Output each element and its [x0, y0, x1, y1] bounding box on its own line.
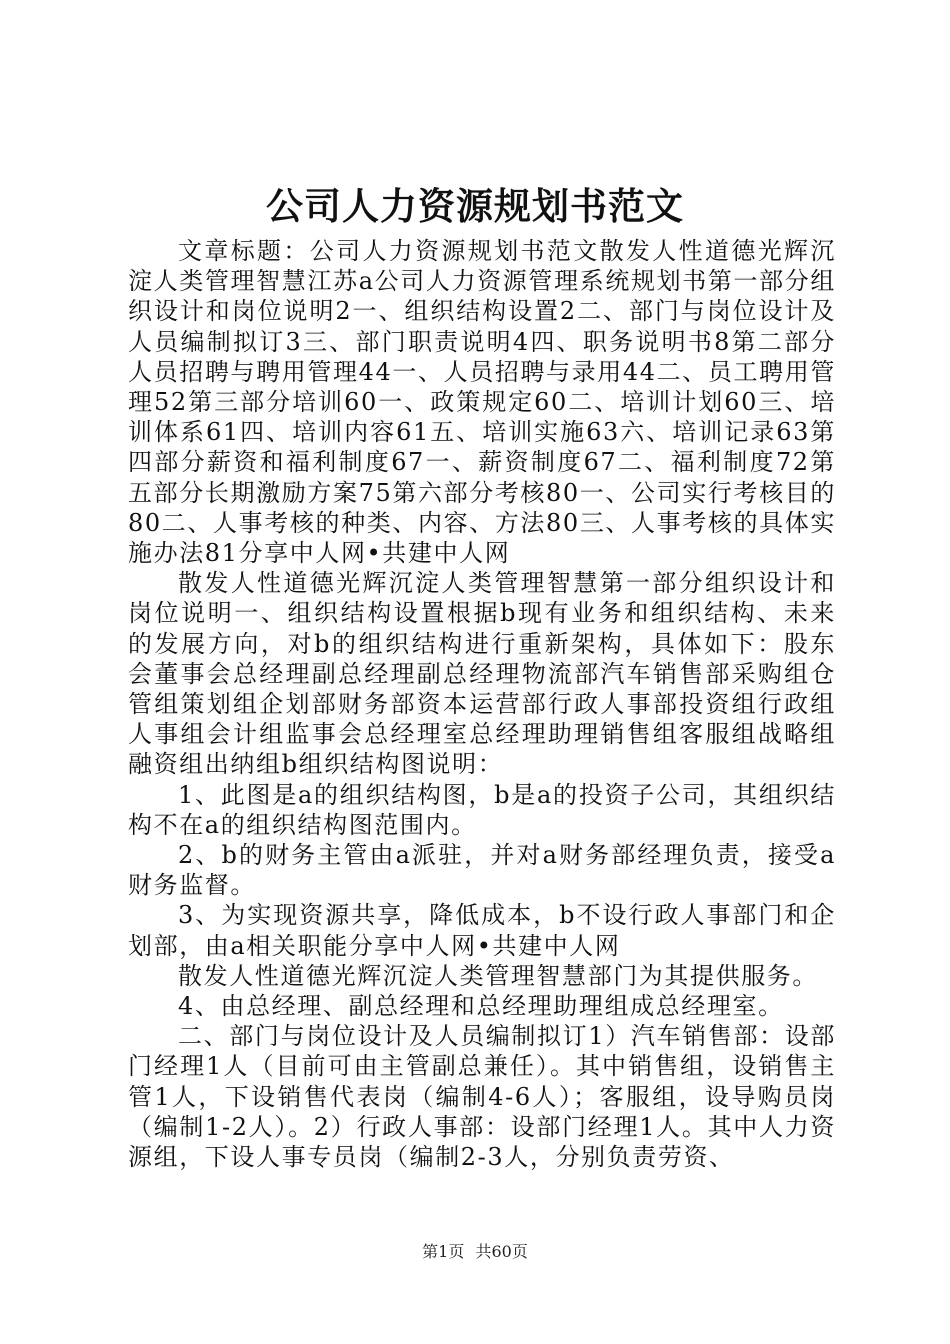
page-total: 共60页: [475, 1242, 528, 1261]
page-number: 第1页: [422, 1242, 465, 1261]
document-body: [128, 236, 836, 1172]
paragraph-department-design: 二、部门与岗位设计及人员编制拟订1）汽车销售部：设部门经理1人（目前可由主管副总兼任）。其中销售组，设销售主管1人，下设销售代表岗（编制4-6人）；客服组，设导购员岗（编制1-2人）。2）行政人事部：设部门经理1人。其中人力资源组，下设人事专员岗（编制2-3人，分别负责劳资、: [128, 1022, 836, 1172]
paragraph-note-3-continued: 散发人性道德光辉沉淀人类管理智慧部门为其提供服务。: [178, 961, 818, 990]
paragraph-note-3: 3、为实现资源共享，降低成本，b不设行政人事部门和企划部，由a相关职能分享中人网•共建中人网: [128, 901, 836, 960]
paragraph-note-1: 1、此图是a的组织结构图，b是a的投资子公司，其组织结构不在a的组织结构图范围内。: [128, 780, 836, 839]
document-title: 公司人力资源规划书范文: [266, 184, 684, 228]
page-footer: [0, 1240, 950, 1264]
paragraph-table-of-contents: 文章标题：公司人力资源规划书范文散发人性道德光辉沉淀人类管理智慧江苏a公司人力资源管理系统规划书第一部分组织设计和岗位说明2一、组织结构设置2二、部门与岗位设计及人员编制拟订3三、部门职责说明4四、职务说明书8第二部分人员招聘与聘用管理44一、人员招聘与录用44二、员工聘用管理52第三部分培训60一、政策规定60二、培训计划60三、培训体系61四、培训内容61五、培训实施63六、培训记录63第四部分薪资和福利制度67一、薪资制度67二、福利制度72第五部分长期激励方案75第六部分考核80一、公司实行考核目的80二、人事考核的种类、内容、方法80三、人事考核的具体实施办法81分享中人网•共建中人网: [128, 237, 836, 568]
paragraph-note-2: 2、b的财务主管由a派驻，并对a财务部经理负责，接受a财务监督。: [128, 841, 836, 900]
paragraph-org-structure: 散发人性道德光辉沉淀人类管理智慧第一部分组织设计和岗位说明一、组织结构设置根据b现有业务和组织结构、未来的发展方向，对b的组织结构进行重新架构，具体如下：股东会董事会总经理副总经理副总经理物流部汽车销售部采购组仓管组策划组企划部财务部资本运营部行政人事部投资组行政组人事组会计组监事会总经理室总经理助理销售组客服组战略组融资组出纳组b组织结构图说明：: [128, 569, 836, 779]
paragraph-note-4: 4、由总经理、副总经理和总经理助理组成总经理室。: [178, 992, 784, 1021]
